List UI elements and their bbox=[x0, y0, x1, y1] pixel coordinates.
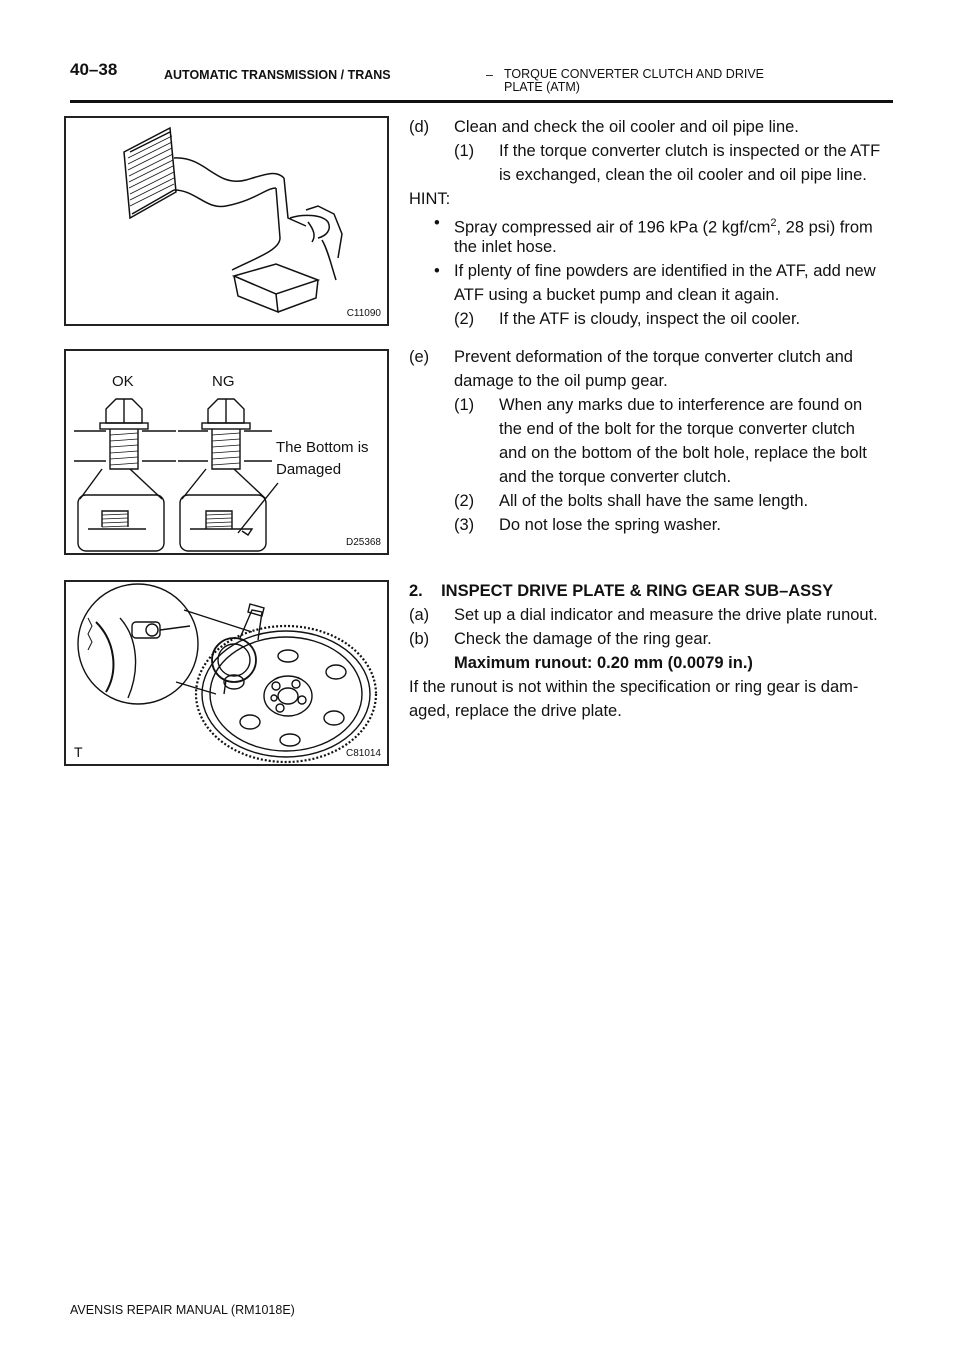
drive-plate-illustration bbox=[66, 582, 389, 766]
oil-cooler-illustration bbox=[66, 118, 389, 326]
step-e-marker: (e) bbox=[409, 348, 430, 366]
step-d2-text: If the ATF is cloudy, inspect the oil cooler. bbox=[499, 310, 801, 328]
hint-bullet-1-line2: the inlet hose. bbox=[454, 238, 557, 256]
final-note-line2: aged, replace the drive plate. bbox=[409, 702, 622, 720]
runout-spec: Maximum runout: 0.20 mm (0.0079 in.) bbox=[454, 654, 753, 672]
hint-bullet-1-sup: 2 bbox=[770, 217, 777, 229]
step-d2-marker: (2) bbox=[454, 310, 475, 328]
damage-note bbox=[276, 437, 369, 481]
step-d1-line1: If the torque converter clutch is inspected or the ATF bbox=[499, 142, 881, 160]
hint-bullet-1-pre: Spray compressed air of 196 kPa (2 kgf/cm bbox=[454, 218, 771, 237]
step-e-line1: Prevent deformation of the torque converter clutch and bbox=[454, 348, 853, 366]
figure-drive-plate bbox=[64, 580, 389, 766]
corner-mark: T bbox=[74, 744, 83, 760]
section-title: AUTOMATIC TRANSMISSION / TRANS bbox=[164, 68, 391, 82]
header-dash: – bbox=[486, 68, 493, 82]
step-e1-line2: the end of the bolt for the torque converter clutch bbox=[499, 420, 855, 438]
label-ng: NG bbox=[212, 373, 235, 390]
step-d-marker: (d) bbox=[409, 118, 430, 136]
hint-label: HINT: bbox=[409, 190, 451, 208]
figure-code: C11090 bbox=[346, 308, 381, 319]
step-d1-marker: (1) bbox=[454, 142, 475, 160]
step-e1-line3: and on the bottom of the bolt hole, replace the bolt bbox=[499, 444, 867, 462]
final-note-line1: If the runout is not within the specification or ring gear is dam- bbox=[409, 678, 859, 696]
damage-note-line2: Damaged bbox=[276, 461, 342, 478]
figure-oil-cooler bbox=[64, 116, 389, 326]
page-number: 40–38 bbox=[70, 60, 118, 79]
step-a-marker: (a) bbox=[409, 606, 430, 624]
step-e-line2: damage to the oil pump gear. bbox=[454, 372, 668, 390]
header-rule bbox=[70, 100, 893, 103]
step-e3-text: Do not lose the spring washer. bbox=[499, 516, 721, 534]
chapter-title: TORQUE CONVERTER CLUTCH AND DRIVE PLATE (ATM) bbox=[504, 67, 764, 94]
hint-bullet-2-line2: ATF using a bucket pump and clean it again. bbox=[454, 286, 780, 304]
step-e1-line4: and the torque converter clutch. bbox=[499, 468, 732, 486]
hint-bullet-1-post: , 28 psi) from bbox=[776, 218, 873, 237]
step-e1-marker: (1) bbox=[454, 396, 475, 414]
label-ok: OK bbox=[112, 373, 134, 390]
step-e2-marker: (2) bbox=[454, 492, 475, 510]
step-e2-text: All of the bolts shall have the same length. bbox=[499, 492, 809, 510]
step-d-text: Clean and check the oil cooler and oil pipe line. bbox=[454, 118, 799, 136]
step-d1-line2: is exchanged, clean the oil cooler and oil pipe line. bbox=[499, 166, 867, 184]
hint-bullet-2: • If plenty of fine powders are identified in the ATF, add new bbox=[454, 259, 876, 283]
figure-code: D25368 bbox=[345, 537, 381, 548]
step-b-marker: (b) bbox=[409, 630, 430, 648]
figure-code: C81014 bbox=[345, 748, 381, 759]
manual-footer: AVENSIS REPAIR MANUAL (RM1018E) bbox=[70, 1303, 295, 1317]
step-b-text: Check the damage of the ring gear. bbox=[454, 630, 712, 648]
section-2-heading: 2. INSPECT DRIVE PLATE & RING GEAR SUB–ASSY bbox=[409, 582, 834, 600]
step-e3-marker: (3) bbox=[454, 516, 475, 534]
figure-bolt-inspection bbox=[64, 349, 389, 555]
step-e1-line1: When any marks due to interference are found on bbox=[499, 396, 863, 414]
damage-note-line1: The Bottom is bbox=[276, 439, 369, 456]
step-a-text: Set up a dial indicator and measure the drive plate runout. bbox=[454, 606, 878, 624]
